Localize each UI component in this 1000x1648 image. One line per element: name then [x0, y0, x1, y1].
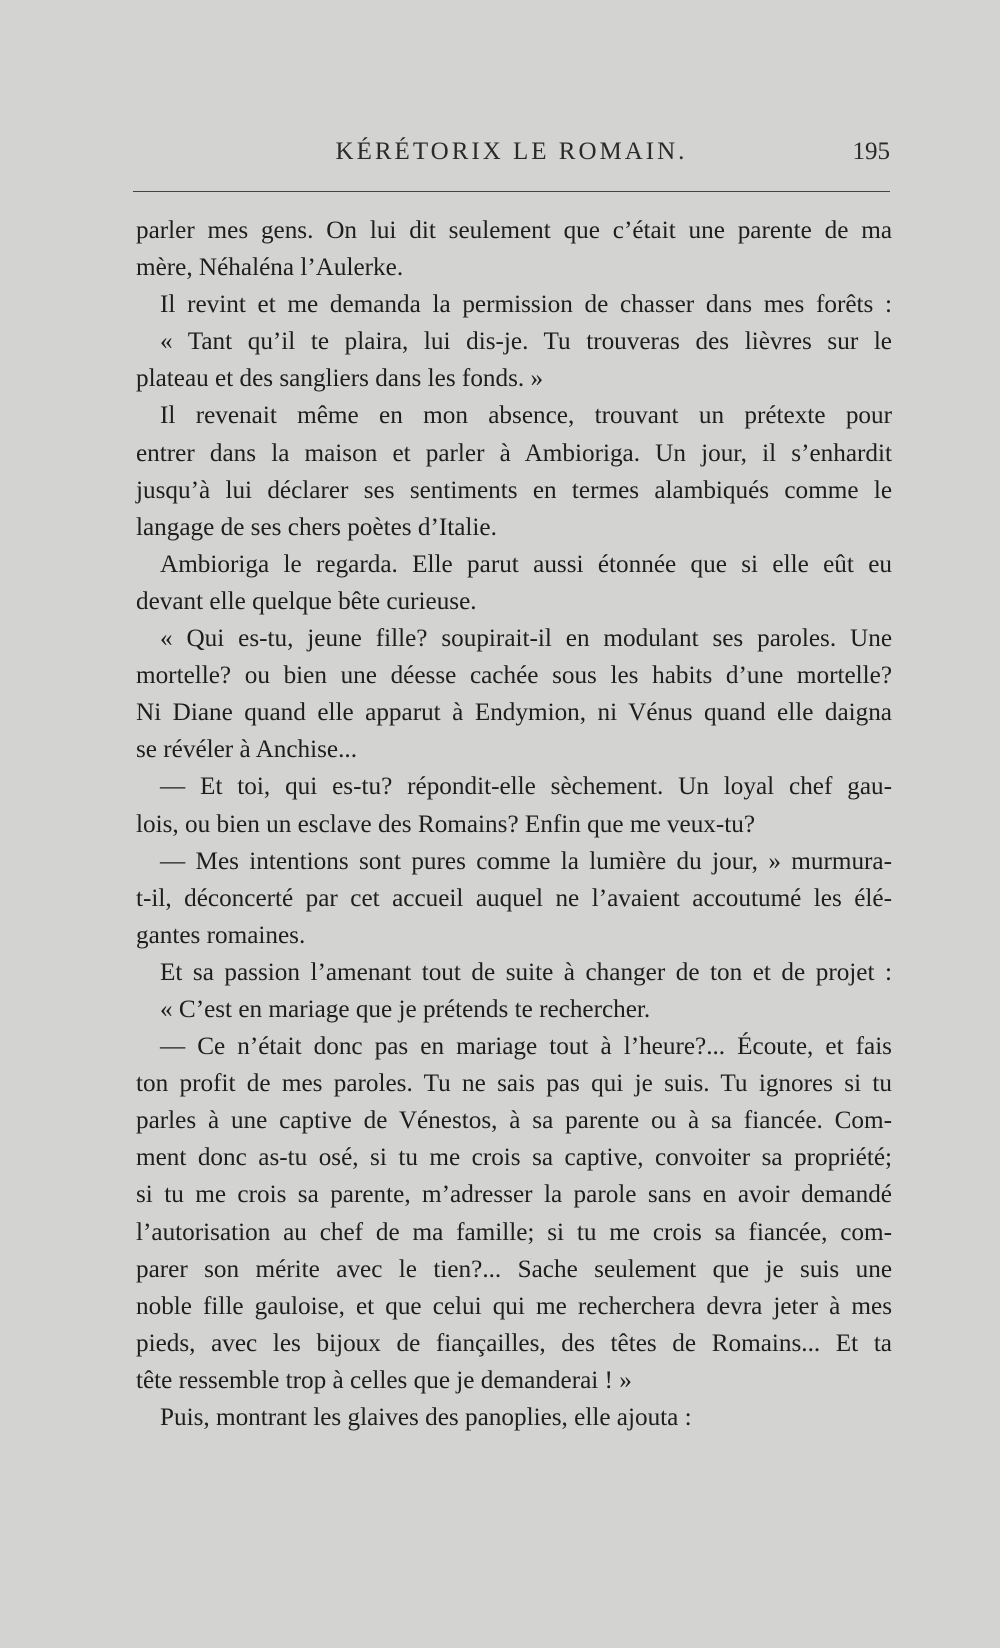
text-line: lois, ou bien un esclave des Romains? Enfin que me veux-tu?	[136, 810, 756, 838]
text-line: mortelle? ou bien une déesse cachée sous les habits d’une mortelle?	[136, 662, 892, 690]
text-line: devant elle quelque bête curieuse.	[136, 587, 477, 615]
text-line: gantes romaines.	[136, 921, 306, 949]
text-line: langage de ses chers poètes d’Italie.	[136, 513, 497, 541]
text-line: Ambioriga le regarda. Elle parut aussi étonnée que si elle eût eu	[160, 550, 892, 578]
body-text	[136, 212, 892, 1436]
text-line: ton profit de mes paroles. Tu ne sais pas qui je suis. Tu ignores si tu	[136, 1070, 892, 1098]
running-title: KÉRÉTORIX LE ROMAIN.	[335, 138, 688, 165]
text-line: — Et toi, qui es-tu? répondit-elle sèchement. Un loyal chef gau-	[160, 773, 892, 801]
text-line: parler mes gens. On lui dit seulement que c’était une parente de ma	[136, 217, 892, 244]
text-line: — Ce n’était donc pas en mariage tout à l’heure?... Écoute, et fais	[160, 1033, 892, 1061]
running-head	[133, 138, 890, 178]
text-line: t-il, déconcerté par cet accueil auquel ne l’avaient accoutumé les élé-	[136, 884, 892, 912]
text-line: noble fille gauloise, et que celui qui me recherchera devra jeter à mes	[136, 1292, 892, 1320]
text-line: jusqu’à lui déclarer ses sentiments en termes alambiqués comme le	[136, 476, 892, 504]
text-line: Puis, montrant les glaives des panoplies, elle ajouta :	[160, 1404, 692, 1431]
text-line: « C’est en mariage que je prétends te rechercher.	[160, 995, 651, 1023]
text-line: « Qui es-tu, jeune fille? soupirait-il en modulant ses paroles. Une	[160, 625, 892, 653]
text-line: « Tant qu’il te plaira, lui dis-je. Tu trouveras des lièvres sur le	[160, 328, 892, 356]
text-line: — Mes intentions sont pures comme la lumière du jour, » murmura-	[160, 847, 892, 875]
text-line: plateau et des sangliers dans les fonds. »	[136, 365, 544, 393]
header-rule	[133, 191, 890, 192]
text-line: Ni Diane quand elle apparut à Endymion, ni Vénus quand elle daigna	[136, 699, 892, 727]
text-line: pieds, avec les bijoux de fiançailles, des têtes de Romains... Et ta	[136, 1329, 892, 1357]
text-line: se révéler à Anchise...	[136, 736, 357, 764]
page-number: 195	[852, 138, 890, 165]
text-line: parer son mérite avec le tien?... Sache seulement que je suis une	[136, 1255, 892, 1283]
text-line: tête ressemble trop à celles que je demanderai ! »	[136, 1366, 632, 1394]
text-line: Il revenait même en mon absence, trouvant un prétexte pour	[160, 402, 892, 430]
text-line: Et sa passion l’amenant tout de suite à changer de ton et de projet :	[160, 958, 892, 986]
text-line: parles à une captive de Vénestos, à sa parente ou à sa fiancée. Com-	[136, 1107, 892, 1135]
text-line: si tu me crois sa parente, m’adresser la parole sans en avoir demandé	[136, 1181, 892, 1209]
text-line: l’autorisation au chef de ma famille; si tu me crois sa fiancée, com-	[136, 1218, 892, 1246]
text-line: entrer dans la maison et parler à Ambioriga. Un jour, il s’enhardit	[136, 439, 892, 467]
text-line: Il revint et me demanda la permission de chasser dans mes forêts :	[160, 291, 892, 319]
text-line: ment donc as-tu osé, si tu me crois sa captive, convoiter sa propriété;	[136, 1144, 892, 1172]
text-line: mère, Néhaléna l’Aulerke.	[136, 254, 404, 282]
